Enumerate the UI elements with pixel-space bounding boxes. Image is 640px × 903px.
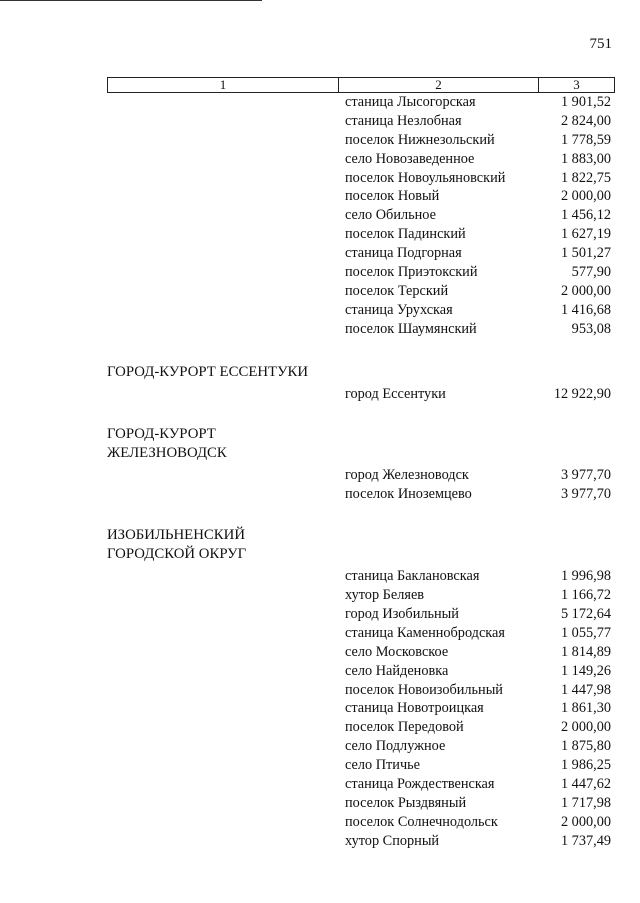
- table-row: [107, 718, 611, 737]
- amount-value: 1 447,98: [560, 681, 611, 698]
- amount-value: 1 737,49: [560, 832, 611, 849]
- settlement-name: село Птичье: [345, 757, 421, 774]
- settlement-name: поселок Шаумянский: [345, 320, 477, 337]
- table-row: [107, 282, 611, 301]
- table-body: [107, 93, 611, 851]
- settlement-name: хутор Спорный: [345, 832, 440, 849]
- amount-value: 1 822,75: [560, 169, 611, 186]
- table-row: [107, 93, 611, 112]
- settlement-name: город Железноводск: [345, 467, 469, 484]
- table-row: [107, 263, 611, 282]
- table-row: [107, 244, 611, 263]
- settlement-name: станица Лысогорская: [345, 94, 476, 110]
- amount-value: 953,08: [571, 320, 611, 337]
- table-row: [107, 485, 611, 504]
- settlement-name: поселок Новый: [345, 188, 440, 205]
- settlement-name: поселок Новоизобильный: [345, 681, 503, 698]
- table-row: [107, 832, 611, 851]
- district-title-line: ГОРОД-КУРОРТ: [107, 426, 216, 443]
- district-title: [107, 363, 611, 382]
- amount-value: 1 166,72: [560, 587, 611, 604]
- amount-value: 1 986,25: [560, 757, 611, 774]
- amount-value: 1 149,26: [560, 662, 611, 679]
- table-row: [107, 662, 611, 681]
- settlement-name: город Изобильный: [345, 606, 459, 623]
- settlement-name: поселок Терский: [345, 282, 449, 299]
- table-row: [107, 794, 611, 813]
- table-row: [107, 169, 611, 188]
- settlement-name: станица Каменнобродская: [345, 624, 505, 641]
- amount-value: 1 447,62: [560, 776, 611, 793]
- amount-value: 1 861,30: [560, 700, 611, 717]
- table-row: [107, 320, 611, 339]
- settlement-name: хутор Беляев: [345, 587, 425, 604]
- table-row: [107, 756, 611, 775]
- table-row: [107, 605, 611, 624]
- settlement-name: поселок Рыздвяный: [345, 794, 467, 811]
- district-rows: [107, 466, 611, 504]
- district-title-line: ЖЕЛЕЗНОВОДСК: [107, 445, 227, 462]
- district-group: [107, 363, 611, 404]
- table-row: [107, 567, 611, 586]
- table-row: [107, 206, 611, 225]
- table-row: [107, 699, 611, 718]
- table-row: [107, 385, 611, 404]
- table-row: [107, 466, 611, 485]
- table-row: [107, 150, 611, 169]
- table-row: [107, 624, 611, 643]
- table-row: [107, 775, 611, 794]
- district-group: [107, 425, 611, 504]
- district-title-line: ГОРОДСКОЙ ОКРУГ: [107, 546, 247, 563]
- column-header-3: 3: [539, 78, 615, 93]
- settlement-name: село Московское: [345, 643, 449, 660]
- settlement-name: станица Баклановская: [345, 568, 480, 585]
- amount-value: 5 172,64: [560, 606, 611, 623]
- settlement-name: станица Новотроицкая: [345, 700, 484, 717]
- settlement-name: поселок Солнечнодольск: [345, 813, 498, 830]
- table-row: [107, 112, 611, 131]
- settlement-name: поселок Иноземцево: [345, 486, 472, 503]
- table-row: [107, 187, 611, 206]
- amount-value: 3 977,70: [560, 486, 611, 503]
- settlement-name: станица Рождественская: [345, 776, 495, 793]
- top-rule: [0, 0, 262, 1]
- amount-value: 2 000,00: [560, 813, 611, 830]
- table-row: [107, 681, 611, 700]
- amount-value: 3 977,70: [560, 467, 611, 484]
- amount-value: 1 996,98: [560, 568, 611, 585]
- amount-value: 1 883,00: [560, 150, 611, 167]
- table-row: [107, 131, 611, 150]
- amount-value: 1 901,52: [560, 94, 611, 110]
- settlement-name: станица Урухская: [345, 301, 453, 318]
- amount-value: 1 416,68: [560, 301, 611, 318]
- amount-value: 1 627,19: [560, 226, 611, 243]
- table-row: [107, 586, 611, 605]
- amount-value: 1 717,98: [560, 794, 611, 811]
- column-header-1: 1: [108, 78, 339, 93]
- settlement-name: поселок Передовой: [345, 719, 464, 736]
- district-title-line: ГОРОД-КУРОРТ ЕССЕНТУКИ: [107, 363, 309, 380]
- amount-value: 2 824,00: [560, 112, 611, 129]
- amount-value: 1 814,89: [560, 643, 611, 660]
- table-row: [107, 813, 611, 832]
- amount-value: 2 000,00: [560, 188, 611, 205]
- column-header-2: 2: [339, 78, 539, 93]
- page-number: 751: [589, 36, 612, 52]
- settlement-name: село Обильное: [345, 207, 436, 224]
- district-rows: [107, 567, 611, 850]
- district-title: [107, 526, 611, 564]
- settlement-name: поселок Падинский: [345, 226, 466, 243]
- district-rows: [107, 385, 611, 404]
- settlement-name: село Найденовка: [345, 662, 449, 679]
- amount-value: 1 456,12: [560, 207, 611, 224]
- district-title: [107, 425, 611, 463]
- amount-value: 2 000,00: [560, 719, 611, 736]
- table-header: [107, 77, 615, 93]
- settlement-name: село Новозаведенное: [345, 150, 475, 167]
- amount-value: 1 055,77: [560, 624, 611, 641]
- table-row: [107, 301, 611, 320]
- district-title-line: ИЗОБИЛЬНЕНСКИЙ: [107, 527, 246, 544]
- amount-value: 12 922,90: [553, 385, 611, 402]
- amount-value: 1 778,59: [560, 131, 611, 148]
- amount-value: 2 000,00: [560, 282, 611, 299]
- district-group: [107, 526, 611, 850]
- settlement-name: поселок Приэтокский: [345, 264, 478, 281]
- settlement-name: станица Незлобная: [345, 112, 462, 129]
- settlement-name: село Подлужное: [345, 738, 446, 755]
- amount-value: 577,90: [571, 264, 611, 281]
- settlement-name: поселок Новоульяновский: [345, 169, 506, 186]
- settlement-name: поселок Нижнезольский: [345, 131, 495, 148]
- amount-value: 1 875,80: [560, 738, 611, 755]
- amount-value: 1 501,27: [560, 245, 611, 262]
- settlement-name: город Ессентуки: [345, 385, 446, 402]
- table-row: [107, 225, 611, 244]
- settlement-name: станица Подгорная: [345, 245, 462, 262]
- table-row: [107, 643, 611, 662]
- table-row: [107, 737, 611, 756]
